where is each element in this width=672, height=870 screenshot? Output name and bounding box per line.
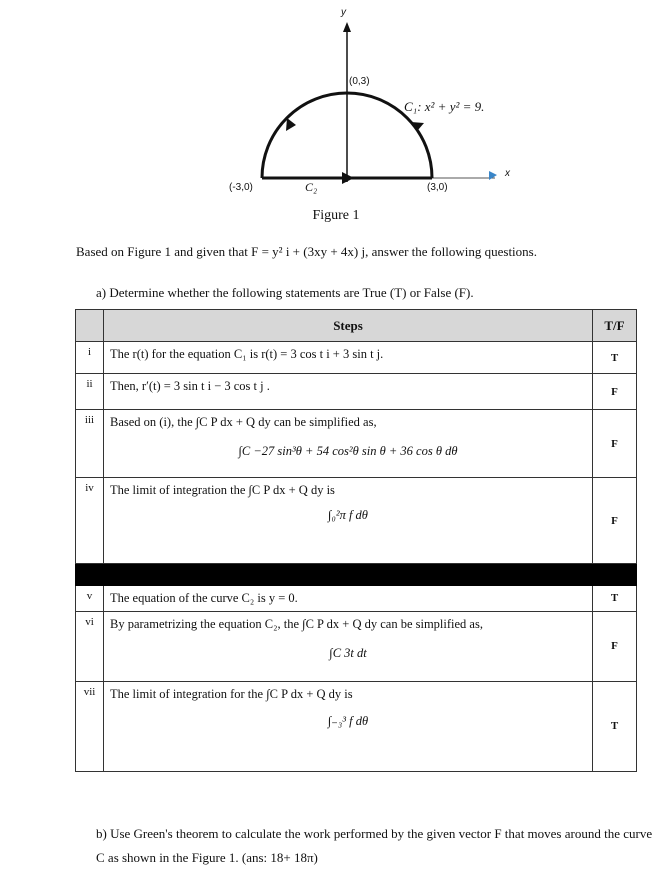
- row-answer: T: [593, 342, 637, 374]
- row-num: vi: [76, 611, 104, 681]
- row-answer: F: [593, 374, 637, 410]
- row-num: vii: [76, 681, 104, 771]
- redacted-band: [76, 564, 637, 586]
- curve2-label: C₂: [305, 180, 318, 194]
- x-axis-arrow-icon: [489, 171, 497, 180]
- header-tf: T/F: [593, 310, 637, 342]
- axis-x-label: x: [505, 168, 510, 179]
- row-num: iii: [76, 410, 104, 478]
- figure-diagram: [0, 0, 672, 232]
- row-text: The limit of integration the ∫C P dx + Q dy is: [110, 483, 335, 497]
- row-num: ii: [76, 374, 104, 410]
- row-text: Then, r′(t) = 3 sin t i − 3 cos t j .: [104, 374, 593, 410]
- c1-direction-arrow-icon: [286, 118, 296, 131]
- table-row: [76, 611, 637, 681]
- header-num: [76, 310, 104, 342]
- intro-text: Based on Figure 1 and given that F = y² i + (3xy + 4x) j, answer the following questions.: [76, 244, 537, 259]
- row-answer: F: [593, 410, 637, 478]
- point-top-label: (0,3): [349, 76, 370, 87]
- table-row: [76, 681, 637, 771]
- row-answer: F: [593, 611, 637, 681]
- row-formula: ∫₋₃³ f dθ: [327, 713, 369, 728]
- row-text: By parametrizing the equation C₂, the ∫C P dx + Q dy can be simplified as,: [110, 616, 483, 631]
- table-row: [76, 374, 637, 410]
- row-answer: T: [593, 681, 637, 771]
- table-row: [76, 342, 637, 374]
- row-cell: [104, 681, 593, 771]
- table-row: [76, 478, 637, 564]
- black-bar: [76, 564, 637, 586]
- row-text: Based on (i), the ∫C P dx + Q dy can be simplified as,: [110, 415, 377, 429]
- row-num: i: [76, 342, 104, 374]
- row-num: v: [76, 586, 104, 612]
- table-header-row: [76, 310, 637, 342]
- row-text: The r(t) for the equation C₁ is r(t) = 3 cos t i + 3 sin t j.: [104, 342, 593, 374]
- row-formula: ∫C −27 sin³θ + 54 cos²θ sin θ + 36 cos θ dθ: [238, 443, 458, 458]
- row-cell: [104, 611, 593, 681]
- point-right-label: (3,0): [427, 182, 448, 193]
- y-axis-arrow-icon: [343, 22, 351, 32]
- table-row: [76, 410, 637, 478]
- row-cell: [104, 410, 593, 478]
- point-left-label: (-3,0): [229, 182, 253, 193]
- header-steps: Steps: [104, 310, 593, 342]
- figure-1: [0, 0, 672, 232]
- row-formula: ∫₀²π f dθ: [328, 507, 368, 522]
- figure-caption: Figure 1: [312, 208, 360, 223]
- tf-table: [75, 309, 637, 772]
- row-answer: F: [593, 478, 637, 564]
- question-a: a) Determine whether the following statements are True (T) or False (F).: [96, 285, 474, 300]
- question-b: b) Use Green's theorem to calculate the work performed by the given vector F that moves around the curve C as shown in the Figure 1. (ans: 18+ 18π): [96, 826, 653, 865]
- row-answer: T: [593, 586, 637, 612]
- table-row: [76, 586, 637, 612]
- c2-direction-arrow-icon: [342, 172, 354, 184]
- row-text: The limit of integration for the ∫C P dx + Q dy is: [110, 686, 353, 701]
- curve1-label: C₁: x² + y² = 9.: [404, 99, 485, 114]
- row-cell: [104, 478, 593, 564]
- row-num: iv: [76, 478, 104, 564]
- axis-y-label: y: [341, 7, 346, 18]
- row-text: The equation of the curve C₂ is y = 0.: [104, 586, 593, 612]
- row-formula: ∫C 3t dt: [329, 645, 367, 660]
